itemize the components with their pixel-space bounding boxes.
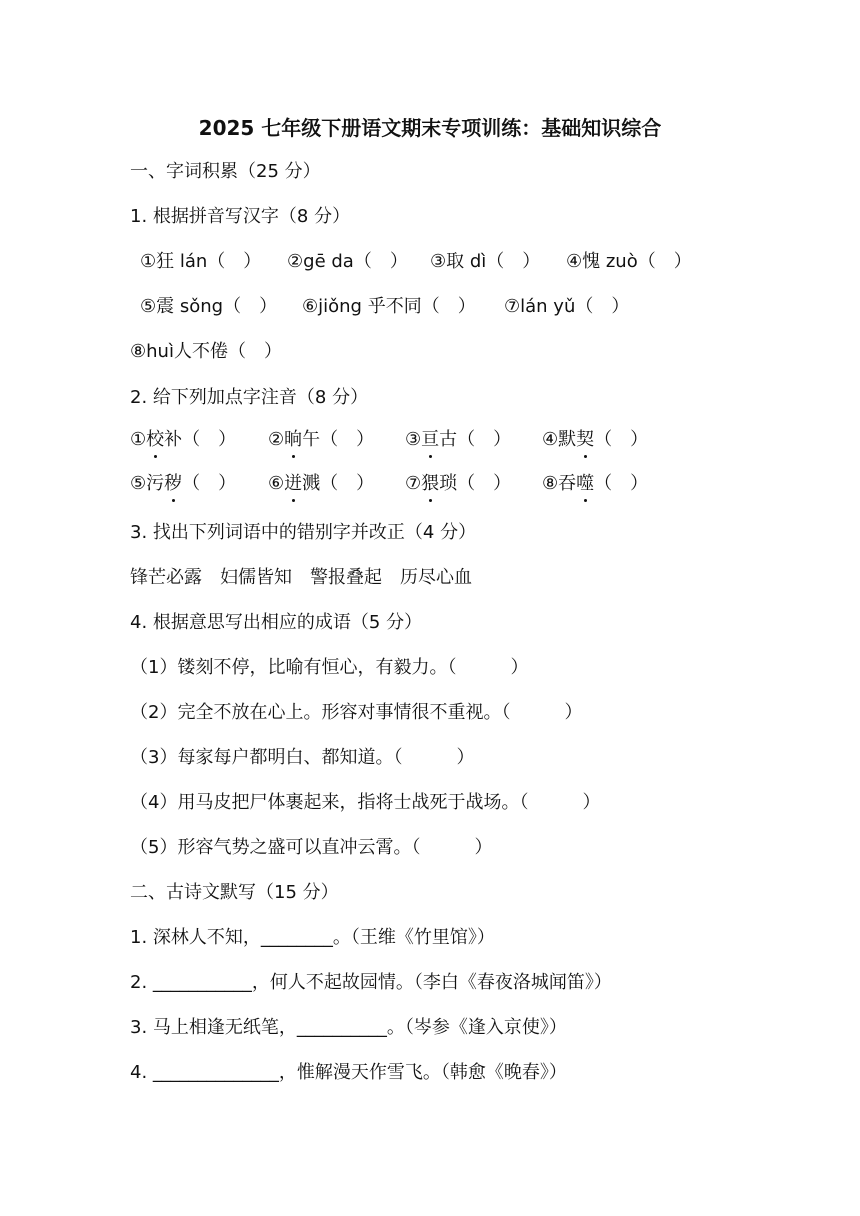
q2-item: ②晌午（ ） <box>268 429 375 450</box>
dotted-char: 晌 <box>284 429 303 450</box>
q2-item: ⑥迸溅（ ） <box>268 473 375 494</box>
q1-item: ②gē da（ ） <box>287 251 408 272</box>
q1-item: ④愧 zuò（ ） <box>566 251 692 272</box>
q2-item: ⑦猥琐（ ） <box>405 473 512 494</box>
q4-item: （5）形容气势之盛可以直冲云霄。（ ） <box>130 837 493 858</box>
q4-item: （4）用马皮把尸体裹起来，指将士战死于战场。（ ） <box>130 792 601 813</box>
dotted-char: 亘 <box>421 429 440 450</box>
q2-item: ①校补（ ） <box>130 429 237 450</box>
q1-item: ⑦lán yǔ（ ） <box>504 296 630 317</box>
q1-item: ①狂 lán（ ） <box>140 251 262 272</box>
dotted-char: 秽 <box>164 473 183 494</box>
document-title: 2025 七年级下册语文期末专项训练：基础知识综合 <box>198 116 662 140</box>
poem-item: 3. 马上相逢无纸笔，__________。（岑参《逢入京使》） <box>130 1017 567 1038</box>
poem-item: 1. 深林人不知，________。（王维《竹里馆》） <box>130 927 495 948</box>
q2-label: 2. 给下列加点字注音（8 分） <box>130 387 369 408</box>
q3-label: 3. 找出下列词语中的错别字并改正（4 分） <box>130 522 477 543</box>
q3-words: 锋芒必露 妇儒皆知 警报叠起 历尽心血 <box>130 567 472 588</box>
q4-item: （2）完全不放在心上。形容对事情很不重视。（ ） <box>130 702 583 723</box>
q4-item: （3）每家每户都明白、都知道。（ ） <box>130 747 475 768</box>
q1-item: ⑥jiǒng 乎不同（ ） <box>302 296 476 317</box>
q1-item: ⑤震 sǒng（ ） <box>140 296 278 317</box>
q2-item: ⑤污秽（ ） <box>130 473 237 494</box>
dotted-char: 噬 <box>576 473 595 494</box>
section2-heading: 二、古诗文默写（15 分） <box>130 882 339 903</box>
poem-item: 4. ______________，惟解漫天作雪飞。（韩愈《晚春》） <box>130 1062 567 1083</box>
q4-label: 4. 根据意思写出相应的成语（5 分） <box>130 612 423 633</box>
poem-item: 2. ___________，何人不起故园情。（李白《春夜洛城闻笛》） <box>130 972 612 993</box>
q2-item: ⑧吞噬（ ） <box>542 473 649 494</box>
dotted-char: 校 <box>146 429 165 450</box>
q1-label: 1. 根据拼音写汉字（8 分） <box>130 206 351 227</box>
dotted-char: 迸 <box>284 473 303 494</box>
q1-item: ⑧huì人不倦（ ） <box>130 341 282 362</box>
q4-item: （1）镂刻不停，比喻有恒心，有毅力。（ ） <box>130 657 529 678</box>
q1-item: ③取 dì（ ） <box>430 251 541 272</box>
dotted-char: 猥 <box>421 473 440 494</box>
section1-heading: 一、字词积累（25 分） <box>130 161 321 182</box>
dotted-char: 契 <box>576 429 595 450</box>
q2-item: ③亘古（ ） <box>405 429 512 450</box>
q2-item: ④默契（ ） <box>542 429 649 450</box>
